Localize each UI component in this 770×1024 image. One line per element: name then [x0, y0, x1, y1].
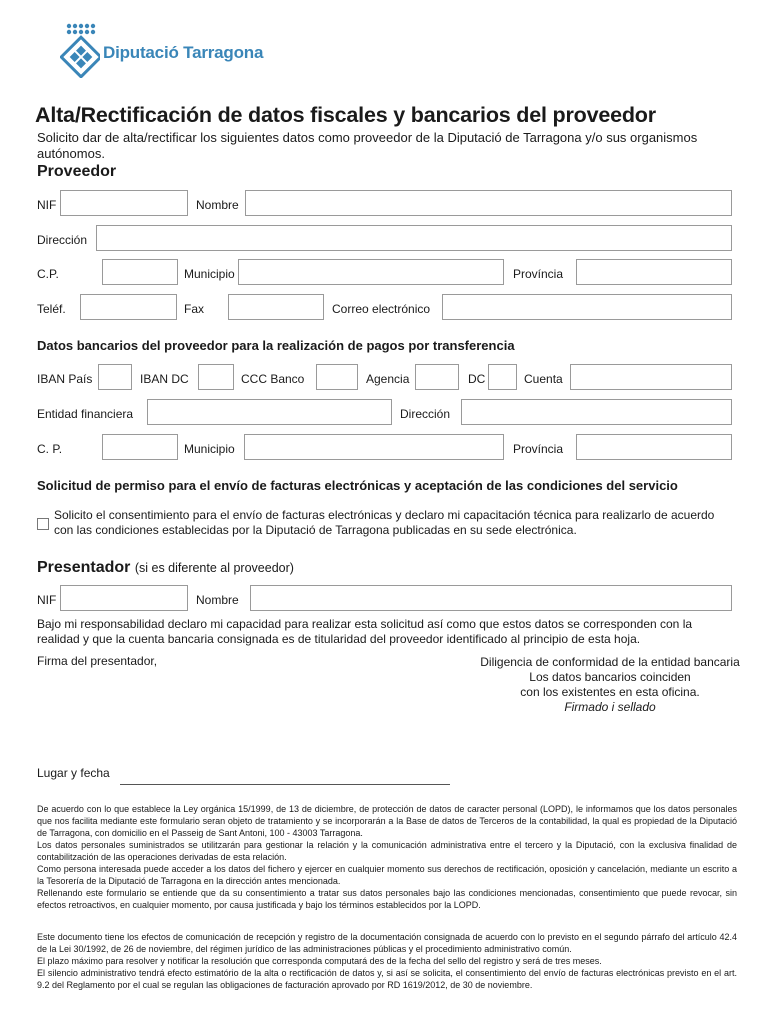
nombre-label: Nombre: [196, 198, 239, 212]
banco-direccion-field[interactable]: [461, 399, 732, 425]
cuenta-field[interactable]: [570, 364, 732, 390]
banco-cp-label: C. P.: [37, 442, 63, 456]
nombre-field[interactable]: [245, 190, 732, 216]
logo-text: Diputació Tarragona: [103, 43, 264, 62]
solicitud-heading: Solicitud de permiso para el envío de facturas electrónicas y aceptación de las condiciones del servicio: [37, 478, 678, 493]
diligencia-title: Diligencia de conformidad de la entidad bancaria: [480, 655, 740, 669]
diligencia-line-3: con los existentes en esta oficina.: [520, 685, 700, 699]
presentador-nombre-field[interactable]: [250, 585, 732, 611]
provincia-field[interactable]: [576, 259, 732, 285]
legal-p4: Rellenando este formulario se entiende que da su consentimiento a tratar sus datos personales bajo las condiciones mencionadas, consentimiento que puede revocar, sin efectos retroactivos, en cualquier momento, por causa justificada y bajo los términos establecidos por la LOPD.: [37, 888, 737, 910]
direccion-label: Dirección: [37, 233, 88, 247]
nif-label: NIF: [37, 198, 57, 212]
cuenta-label: Cuenta: [524, 372, 563, 386]
presentador-heading: [37, 559, 294, 577]
legal-p7: El silencio administrativo tendrá efecto estimatório de la alta o rectificación de datos y, si así se solicita, el consentimiento del envío de facturas electrónicas previsto en el art. 9.2 del Reglamento por el cual se regulan las obligaciones de facturación aprovado por RD 1619/2012, de 30 de noviembre.: [37, 968, 737, 990]
iban-dc-field[interactable]: [198, 364, 234, 390]
registro-notice: [37, 931, 737, 991]
firma-label: Firma del presentador,: [37, 654, 158, 668]
ccc-banco-field[interactable]: [316, 364, 358, 390]
correo-field[interactable]: [442, 294, 732, 320]
presentador-nombre-label: Nombre: [196, 593, 239, 607]
banco-municipio-label: Municipio: [184, 442, 235, 456]
correo-label: Correo electrónico: [332, 302, 431, 316]
bancarios-heading: Datos bancarios del proveedor para la realización de pagos por transferencia: [37, 338, 515, 353]
diputacio-logo-icon: [60, 22, 100, 78]
presentador-nif-field[interactable]: [60, 585, 188, 611]
banco-provincia-label: Província: [513, 442, 564, 456]
cp-field[interactable]: [102, 259, 178, 285]
entidad-field[interactable]: [147, 399, 392, 425]
cp-label: C.P.: [37, 267, 59, 281]
legal-p2: Los datos personales suministrados se utilitzarán para gestionar la relación y la comunicación administrativa entre el tercero y la Diputació, con la exclusiva finalidad de contabilitzación de las operaciones derivadas de esta relación.: [37, 840, 737, 862]
telef-label: Teléf.: [37, 302, 66, 316]
diligencia-line-4: Firmado i sellado: [564, 700, 656, 714]
telef-field[interactable]: [80, 294, 177, 320]
banco-direccion-label: Dirección: [400, 407, 451, 421]
nif-field[interactable]: [60, 190, 188, 216]
iban-pais-field[interactable]: [98, 364, 132, 390]
page-title: Alta/Rectificación de datos fiscales y bancarios del proveedor: [35, 103, 656, 127]
presentador-subtitle: (si es diferente al proveedor): [134, 561, 294, 575]
intro-text: Solicito dar de alta/rectificar los siguientes datos como proveedor de la Diputació de Tarragona y/o sus organismos autónomos.: [37, 130, 698, 161]
consent-checkbox[interactable]: [37, 518, 49, 530]
ccc-banco-label: CCC Banco: [241, 372, 305, 386]
iban-dc-label: IBAN DC: [140, 372, 189, 386]
presentador-title: Presentador: [37, 559, 131, 576]
legal-p1: De acuerdo con lo que establece la Ley orgánica 15/1999, de 13 de diciembre, de protección de datos de caracter personal (LOPD), le informamos que los datos personales que nos facilita mediante este formulario seran objeto de tratamiento y se incorporarán a la Base de datos de Terceros de la contabilidad, la qual es propiedad de la Diputació de Tarragona, con domicilio en el Passeig de Sant Antoni, 100 - 43003 Tarragona.: [37, 804, 737, 838]
legal-p6: El plazo máximo para resolver y notificar la resolución que corresponda computará des de la fecha del sello del registro y será de tres meses.: [37, 956, 602, 966]
dc-label: DC: [468, 372, 486, 386]
dc-field[interactable]: [488, 364, 517, 390]
agencia-field[interactable]: [415, 364, 459, 390]
fax-field[interactable]: [228, 294, 324, 320]
iban-pais-label: IBAN País: [37, 372, 93, 386]
banco-municipio-field[interactable]: [244, 434, 504, 460]
proveedor-heading: Proveedor: [37, 163, 117, 180]
municipio-field[interactable]: [238, 259, 504, 285]
consent-text: Solicito el consentimiento para el envío de facturas electrónicas y declaro mi capacitación técnica para realizarlo de acuerdo con las condiciones establecidas por la Diputació de Tarragona publicadas en su sede electrónica.: [54, 508, 715, 537]
lugar-fecha-line: [120, 784, 450, 785]
presentador-nif-label: NIF: [37, 593, 57, 607]
lopd-notice: [37, 803, 737, 911]
banco-cp-field[interactable]: [102, 434, 178, 460]
diligencia-block: [470, 655, 750, 715]
logo: [60, 22, 100, 78]
legal-p5: Este documento tiene los efectos de comunicación de recepción y registro de la documentación consignada de acuerdo con lo previsto en el segundo párrafo del artículo 42.4 de la Lei 30/1992, de 26 de noviembre, del régimen jurídico de las administraciones públicas y el procedimiento administrativo común.: [37, 932, 737, 954]
lugar-fecha-label: Lugar y fecha: [37, 766, 110, 780]
legal-p3: Como persona interesada puede acceder a los datos del fichero y ejercer en cualquier momento sus derechos de rectificación, oposición y cancelación, mediante un escrito a la Tesorería de la Diputació de Tarragona en la dirección antes mencionada.: [37, 864, 737, 886]
provincia-label: Província: [513, 267, 564, 281]
fax-label: Fax: [184, 302, 205, 316]
diligencia-line-2: Los datos bancarios coinciden: [529, 670, 691, 684]
declaration-text: Bajo mi responsabilidad declaro mi capacidad para realizar esta solicitud así como que estos datos se corresponden con la realidad y que la cuenta bancaria consignada es de titularidad del proveedor identificado al principio de esta hoja.: [37, 617, 693, 646]
municipio-label: Municipio: [184, 267, 235, 281]
entidad-label: Entidad financiera: [37, 407, 134, 421]
banco-provincia-field[interactable]: [576, 434, 732, 460]
agencia-label: Agencia: [366, 372, 410, 386]
direccion-field[interactable]: [96, 225, 732, 251]
